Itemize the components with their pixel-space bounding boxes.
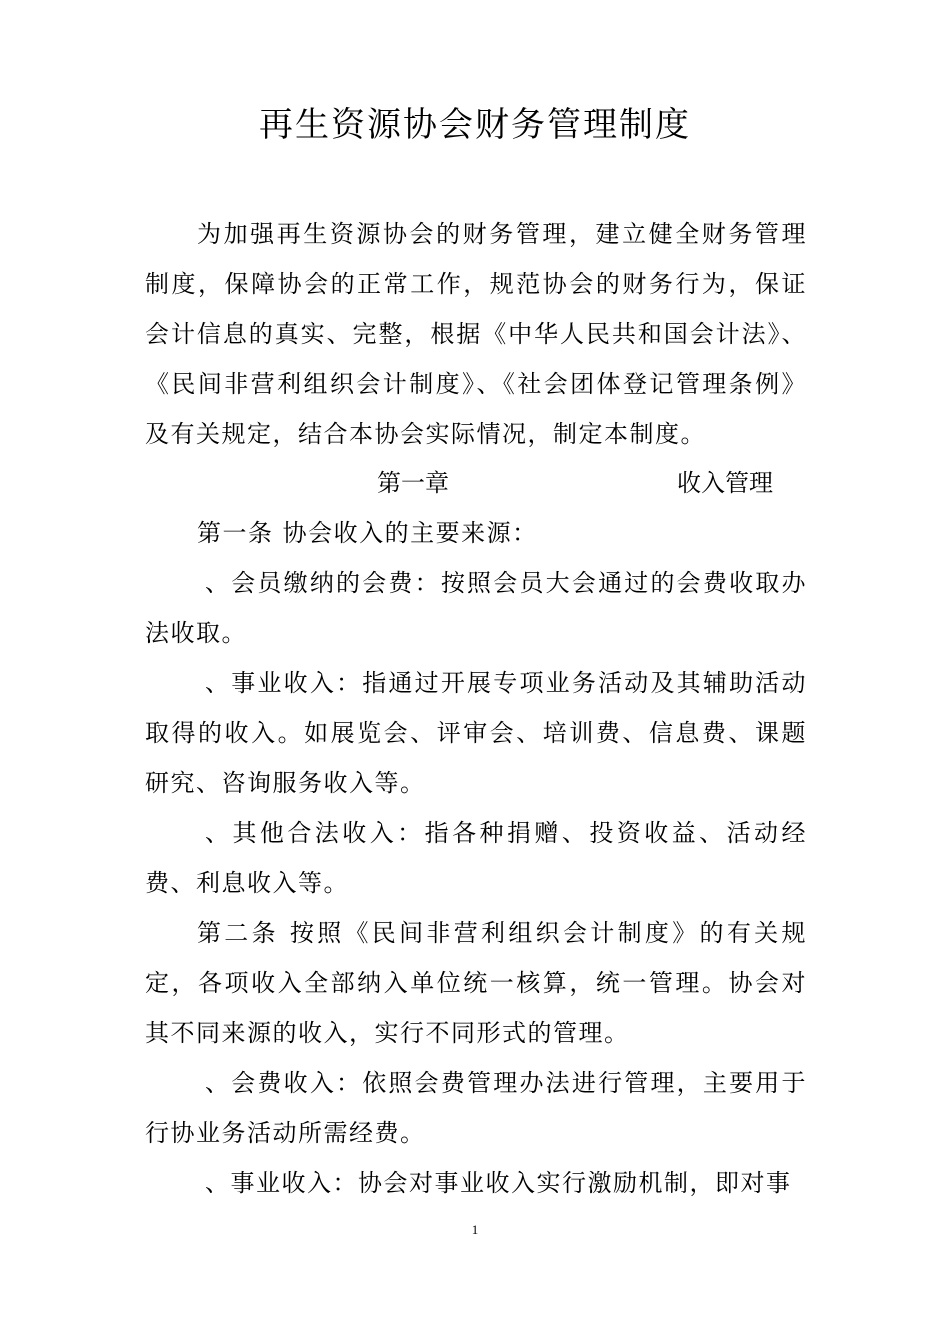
intro-paragraph: 为加强再生资源协会的财务管理，建立健全财务管理制度，保障协会的正常工作，规范协会的财务行为，保证会计信息的真实、完整，根据《中华人民共和国会计法》、《民间非营利组织会计制度》、《社会团体登记管理条例》及有关规定，结合本协会实际情况，制定本制度。 — [145, 220, 807, 448]
chapter-name: 收入管理 — [677, 469, 773, 497]
article-1-item-other-income: 、其他合法收入：指各种捐赠、投资收益、活动经费、利息收入等。 — [145, 819, 807, 897]
page-number: 1 — [471, 1222, 479, 1237]
article-1-item-business-income: 、事业收入：指通过开展专项业务活动及其辅助活动取得的收入。如展览会、评审会、培训费、信息费、课题研究、咨询服务收入等。 — [145, 669, 807, 797]
chapter-number: 第一章 — [377, 469, 449, 497]
document-title: 再生资源协会财务管理制度 — [259, 105, 691, 145]
article-1-heading: 第一条 协会收入的主要来源： — [197, 519, 538, 547]
article-1-item-membership-fees: 、会员缴纳的会费：按照会员大会通过的会费收取办法收取。 — [145, 569, 807, 647]
article-2-item-business-income: 、事业收入：协会对事业收入实行激励机制，即对事 — [205, 1169, 792, 1197]
article-2-item-fee-income: 、会费收入：依照会费管理办法进行管理，主要用于行协业务活动所需经费。 — [145, 1069, 807, 1147]
chapter-heading — [0, 458, 950, 508]
article-2-heading: 第二条 按照《民间非营利组织会计制度》的有关规定，各项收入全部纳入单位统一核算，统一管理。协会对其不同来源的收入，实行不同形式的管理。 — [145, 919, 807, 1047]
